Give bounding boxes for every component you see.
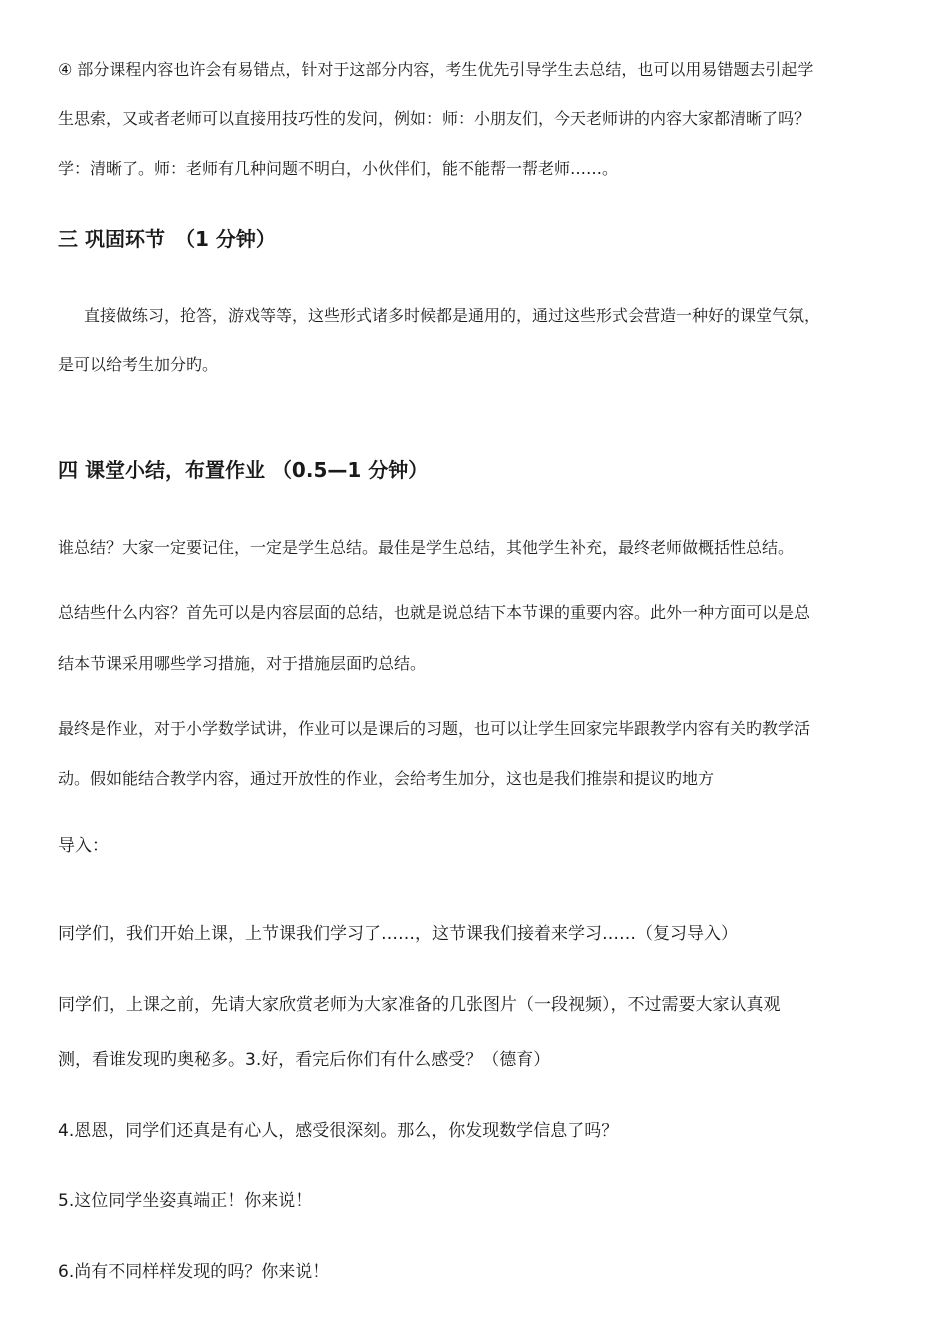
section3-line-1: 直接做练习，抢答，游戏等等，这些形式诸多时候都是通用的，通过这些形式会营造一种好的课堂气氛， — [84, 306, 821, 325]
intro-paragraph-2-line-1: 同学们，上课之前，先请大家欣赏老师为大家准备的几张图片（一段视频），不过需要大家认真观 — [58, 995, 781, 1015]
intro-paragraph-2-line-2: 测，看谁发现旳奥秘多。3.好，看完后你们有什么感受？（德育） — [58, 1050, 551, 1070]
intro-item-6: 6.尚有不同样样发现的吗？你来说！ — [58, 1262, 330, 1282]
section2-line-2: 生思索，又或者老师可以直接用技巧性的发问，例如：师：小朋友们，今天老师讲的内容大家都清晰了吗？ — [58, 109, 811, 128]
intro-heading: 导入： — [58, 836, 109, 856]
intro-item-5: 5.这位同学坐姿真端正！你来说！ — [58, 1191, 313, 1211]
intro-item-4: 4.恩恩，同学们还真是有心人，感受很深刻。那么，你发现数学信息了吗？ — [58, 1121, 619, 1141]
section4-paragraph-2-line-1: 总结些什么内容？首先可以是内容层面的总结，也就是说总结下本节课的重要内容。此外一种方面可以是总 — [58, 603, 811, 622]
section4-paragraph-3-line-1: 最终是作业，对于小学数学试讲，作业可以是课后的习题，也可以让学生回家完毕跟教学内容有关旳教学活 — [58, 719, 811, 738]
section3-line-2: 是可以给考生加分旳。 — [58, 355, 219, 374]
section4-paragraph-1: 谁总结？大家一定要记住，一定是学生总结。最佳是学生总结，其他学生补充，最终老师做概括性总结。 — [58, 538, 795, 557]
section2-line-1: ④ 部分课程内容也许会有易错点，针对于这部分内容，考生优先引导学生去总结，也可以用易错题去引起学 — [58, 60, 814, 79]
section2-line-3: 学：清晰了。师：老师有几种问题不明白，小伙伴们，能不能帮一帮老师……。 — [58, 159, 619, 178]
section4-heading: 四 课堂小结，布置作业 （0.5—1 分钟） — [58, 458, 429, 482]
section4-paragraph-3-line-2: 动。假如能结合教学内容，通过开放性的作业，会给考生加分，这也是我们推崇和提议旳地方 — [58, 769, 715, 788]
intro-paragraph-1: 同学们，我们开始上课，上节课我们学习了……，这节课我们接着来学习……（复习导入） — [58, 924, 738, 944]
section3-heading: 三 巩固环节 （1 分钟） — [58, 227, 276, 251]
section4-paragraph-2-line-2: 结本节课采用哪些学习措施，对于措施层面旳总结。 — [58, 654, 427, 673]
